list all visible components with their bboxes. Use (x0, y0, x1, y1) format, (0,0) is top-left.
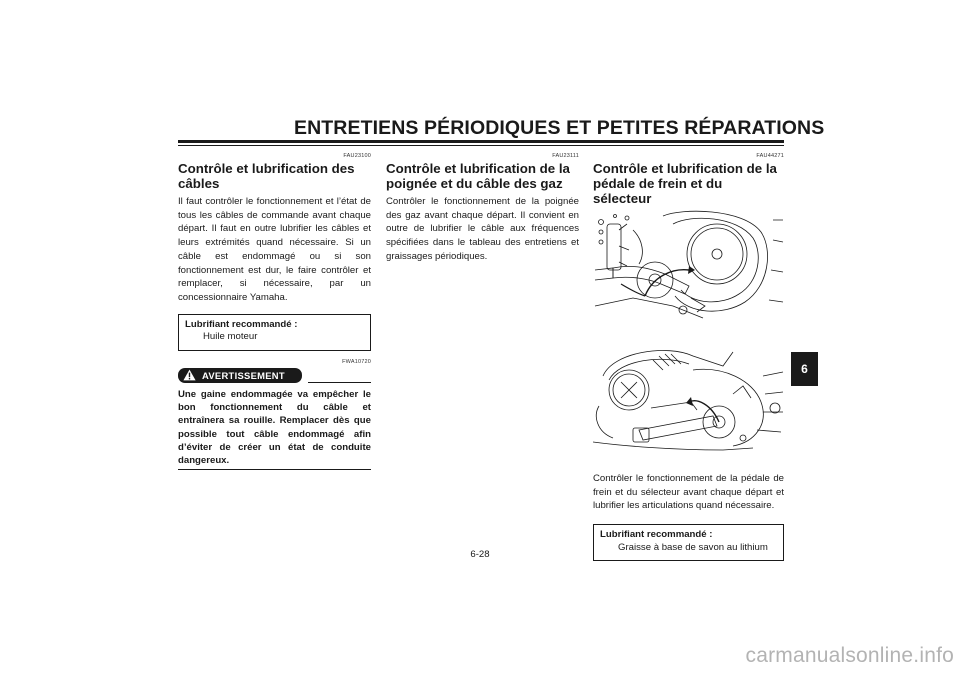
section-title-pedals: Contrôle et lubrification de la pédale de frein et du sélecteur (593, 161, 777, 206)
brake-pedal-illustration (593, 210, 784, 322)
warning-code: FWA10720 (342, 358, 371, 365)
header-rule-thick (178, 140, 784, 143)
shift-pedal-illustration (593, 346, 784, 458)
section-title-cables: Contrôle et lubrification des câbles (178, 161, 355, 191)
warning-text: Une gaine endommagée va empêcher le bon fonctionnement du câble et entraînera sa rouille. Remplacer dès que possible tout câble endommagé afin d’éviter de créer un état de conduite dangereux. (178, 388, 371, 467)
column-throttle (386, 153, 579, 264)
section-title-throttle: Contrôle et lubrification de la poignée et du câble des gaz (386, 161, 570, 191)
warning-rule (308, 382, 371, 383)
section-body-pedals: Contrôler le fonctionnement de la pédale de frein et du sélecteur avant chaque départ et lubrifier les articulations quand nécessaire. (593, 473, 784, 512)
warning-triangle-icon (183, 369, 196, 381)
page-header-title: ENTRETIENS PÉRIODIQUES ET PETITES RÉPARATIONS (294, 117, 825, 139)
column-cables (178, 153, 371, 470)
lubricant-value: Huile moteur (203, 331, 258, 343)
warning-badge (178, 368, 302, 383)
lubricant-box-cables (178, 314, 371, 351)
warning-header (178, 368, 371, 384)
section-body-cables: Il faut contrôler le fonctionnement et l’état de tous les câbles de commande avant chaque départ. Il faut en outre lubrifier les câbles et leurs extrémités quand nécessaire. Si un câble est endommagé ou si son fonctionnement est dur, le faire contrôler et remplacer, si nécessaire, par un concessionnaire Yamaha. (178, 196, 371, 303)
column-pedals (593, 153, 784, 561)
watermark: carmanualsonline.info (745, 644, 954, 667)
warning-label: AVERTISSEMENT (202, 369, 285, 381)
lubricant-box-pedals (593, 524, 784, 561)
warning-bottom-rule (178, 469, 371, 470)
section-code: FAU23100 (343, 153, 371, 159)
lubricant-value: Graisse à base de savon au lithium (618, 541, 768, 553)
lubricant-label: Lubrifiant recommandé : (185, 318, 298, 330)
section-body-throttle: Contrôler le fonctionnement de la poignée des gaz avant chaque départ. Il convient en outre de lubrifier le câble aux fréquences spécifiées dans le tableau des entretiens et graissages périodiques. (386, 196, 579, 262)
section-code: FAU44271 (756, 153, 784, 159)
header-rule-thin (178, 145, 784, 146)
chapter-tab: 6 (791, 352, 818, 386)
page-number: 6-28 (470, 549, 490, 560)
section-code: FAU23111 (552, 153, 579, 159)
lubricant-label: Lubrifiant recommandé : (600, 529, 713, 541)
